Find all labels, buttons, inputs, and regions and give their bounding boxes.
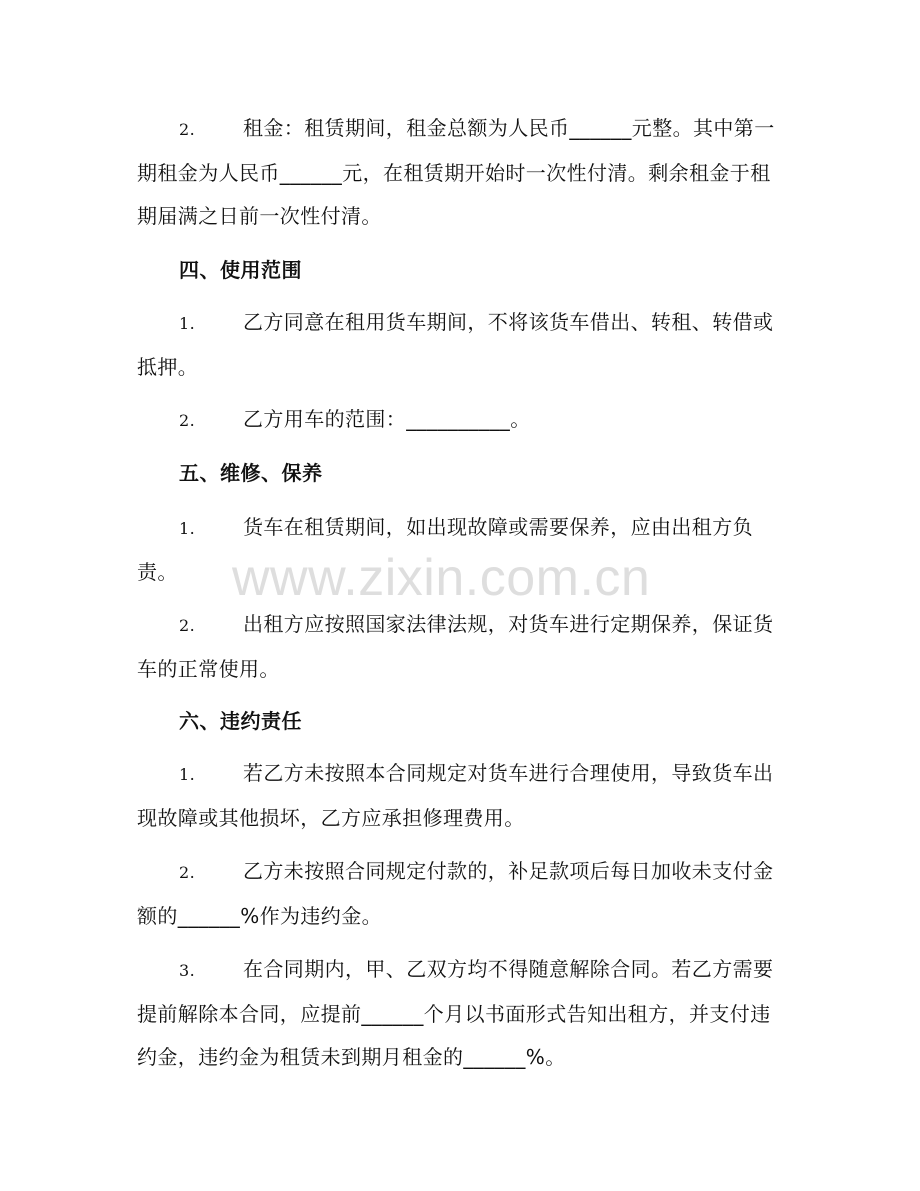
clause-item	[137, 398, 777, 443]
clause-text: 租金：租赁期间，租金总额为人民币______元整。其中第一期租金为人民币______元，在租赁期开始时一次性付清。剩余租金于租期届满之日前一次性付清。	[137, 116, 775, 228]
clause-number: 2.	[179, 863, 196, 882]
clause-number: 2.	[179, 120, 196, 139]
clause-item	[137, 603, 777, 691]
clause-number: 1.	[179, 519, 196, 538]
clause-number: 1.	[179, 765, 196, 784]
clause-number: 2.	[179, 411, 196, 430]
clause-text: 乙方用车的范围：__________。	[243, 407, 531, 431]
watermark: www.zixin.com.cn	[232, 549, 651, 607]
section-heading: 四、使用范围	[179, 258, 302, 282]
clause-item	[137, 301, 777, 389]
clause-text: 乙方同意在租用货车期间，不将该货车借出、转租、转借或抵押。	[137, 310, 774, 379]
section-heading: 六、违约责任	[179, 709, 302, 733]
clause-text: 货车在租赁期间，如出现故障或需要保养，应由出租方负责。	[137, 515, 753, 584]
clause-rent	[137, 107, 777, 239]
clause-item	[137, 948, 777, 1080]
clause-text: 若乙方未按照本合同规定对货车进行合理使用，导致货车出现故障或其他损坏，乙方应承担修理费用。	[137, 761, 774, 830]
clause-number: 3.	[179, 961, 196, 980]
clause-number: 1.	[179, 314, 196, 333]
clause-number: 2.	[179, 616, 196, 635]
clause-item	[137, 506, 777, 594]
clause-text: 出租方应按照国家法律法规，对货车进行定期保养，保证货车的正常使用。	[137, 612, 774, 681]
clause-text: 乙方未按照合同规定付款的，补足款项后每日加收未支付金额的______%作为违约金。	[137, 859, 774, 928]
section-heading: 五、维修、保养	[179, 461, 323, 485]
clause-item	[137, 752, 777, 840]
clause-item	[137, 850, 777, 938]
clause-text: 在合同期内，甲、乙双方均不得随意解除合同。若乙方需要提前解除本合同，应提前______个月以书面形式告知出租方，并支付违约金，违约金为租赁未到期月租金的______%。	[137, 957, 774, 1069]
